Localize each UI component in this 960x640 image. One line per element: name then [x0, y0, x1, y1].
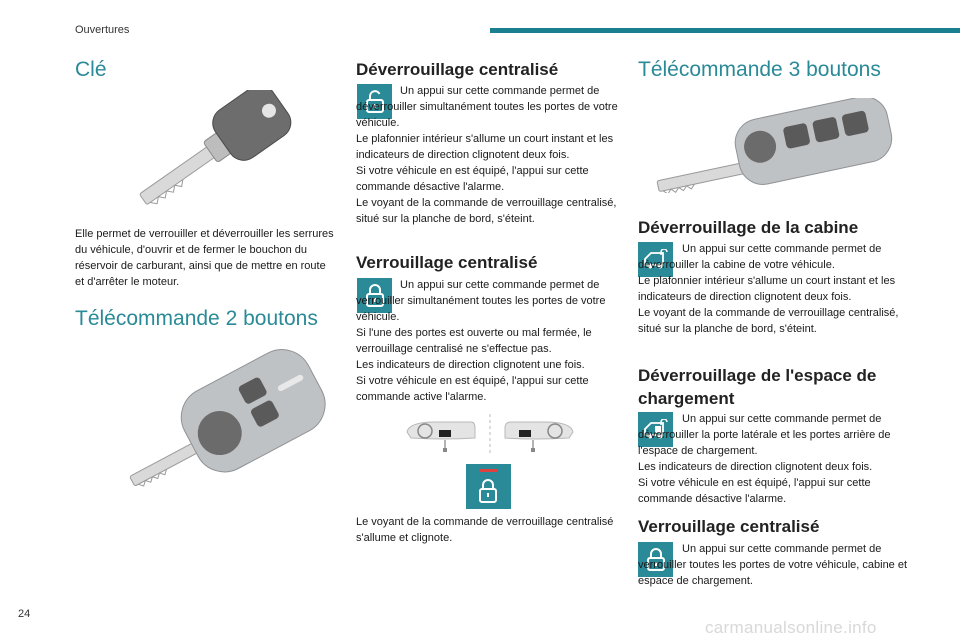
lock-icon: [477, 478, 499, 504]
cabine-heading-wrap: [638, 218, 908, 238]
remote-2-buttons-illustration: [108, 340, 333, 510]
heading-telecommande-3: Télécommande 3 boutons: [638, 58, 881, 81]
espace-text-block: [638, 411, 908, 507]
tele2-heading-wrap: [75, 307, 350, 331]
column-3: [638, 58, 908, 82]
indicator-red-light: [480, 469, 497, 472]
heading-telecommande-2: Télécommande 2 boutons: [75, 307, 318, 330]
heading-deverrouillage-centralise: Déverrouillage centralisé: [356, 60, 559, 79]
col3-verr-lead: Un appui sur cette commande permet de verrouiller toutes les portes de votre véhicule, cabine et espace de chargement.: [638, 543, 908, 587]
heading-deverrouillage-cabine: Déverrouillage de la cabine: [638, 218, 859, 237]
verrouillage-text-block: [356, 277, 621, 405]
deverrouillage-lead: Un appui sur cette commande permet de déverrouiller simultanément toutes les portes de votre véhicule.: [356, 85, 618, 129]
deverrouillage-p2: Le plafonnier intérieur s'allume un court instant et les indicateurs de direction clignotent deux fois.: [356, 133, 614, 161]
page-number: 24: [18, 608, 31, 620]
cabine-p3: Le voyant de la commande de verrouillage centralisé, situé sur la planche de bord, s'éteint.: [638, 307, 899, 335]
heading-cle: Clé: [75, 58, 107, 81]
col3-verr-text-block: [638, 541, 908, 589]
watermark: carmanualsonline.info: [705, 618, 877, 637]
verrouillage-p4: Si votre véhicule en est équipé, l'appui sur cette commande active l'alarme.: [356, 375, 589, 403]
col3-verr-heading-wrap: [638, 517, 908, 537]
deverrouillage-p3: Si votre véhicule en est équipé, l'appui sur cette commande désactive l'alarme.: [356, 165, 589, 193]
section-label: Ouvertures: [75, 24, 130, 36]
dashboard-illustration: [405, 410, 575, 458]
remote-3-buttons-illustration: [648, 98, 898, 193]
espace-p3: Si votre véhicule en est équipé, l'appui sur cette commande désactive l'alarme.: [638, 477, 871, 505]
voyant-text: Le voyant de la commande de verrouillage centralisé s'allume et clignote.: [356, 516, 614, 544]
cabine-lead: Un appui sur cette commande permet de déverrouiller la cabine de votre véhicule.: [638, 243, 882, 271]
cabine-text-block: [638, 241, 908, 337]
heading-verrouillage-centralise-3: Verrouillage centralisé: [638, 517, 820, 536]
header-accent-bar: [490, 28, 960, 33]
espace-p2: Les indicateurs de direction clignotent deux fois.: [638, 461, 873, 473]
espace-lead: Un appui sur cette commande permet de déverrouiller la porte latérale et les portes arrière de l'espace de chargement.: [638, 413, 891, 457]
column-1: [75, 58, 337, 82]
verr-heading-wrap: [356, 253, 621, 273]
key-illustration: [110, 90, 310, 215]
cabine-p2: Le plafonnier intérieur s'allume un court instant et les indicateurs de direction clignotent deux fois.: [638, 275, 896, 303]
heading-verrouillage-centralise: Verrouillage centralisé: [356, 253, 538, 272]
lock-indicator: [466, 464, 511, 509]
cle-text: Elle permet de verrouiller et déverrouiller les serrures du véhicule, d'ouvrir et de fermer le bouchon du réservoir de carburant, ainsi que de mettre en route et d'arrêter le moteur.: [75, 228, 334, 288]
verrouillage-lead: Un appui sur cette commande permet de verrouiller simultanément toutes les portes de votre véhicule.: [356, 279, 606, 323]
voyant-text-block: [356, 514, 621, 546]
deverrouillage-text-block: [356, 83, 621, 227]
deverrouillage-p4: Le voyant de la commande de verrouillage centralisé, situé sur la planche de bord, s'éteint.: [356, 197, 617, 225]
cle-description: [75, 226, 337, 290]
heading-deverrouillage-espace: Déverrouillage de l'espace de chargement: [638, 366, 877, 408]
verrouillage-p3: Les indicateurs de direction clignotent une fois.: [356, 359, 585, 371]
verrouillage-p2: Si l'une des portes est ouverte ou mal fermée, le verrouillage centralisé ne s'effectue pas.: [356, 327, 592, 355]
column-2: [356, 60, 621, 80]
espace-heading-wrap: [638, 364, 908, 410]
